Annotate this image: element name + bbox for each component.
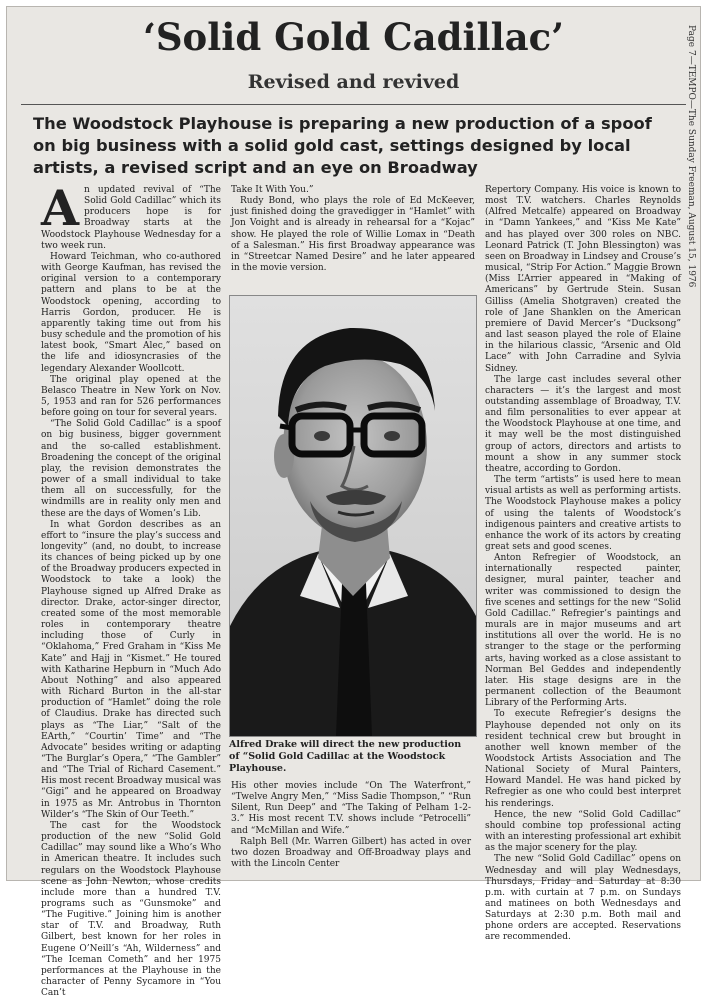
article-column-2-top xyxy=(231,185,475,295)
paragraph: Anton Refregier of Woodstock, an internationally respected painter, designer, mural painter, teacher and writer was commissioned to design the five scenes and settings for the new “Solid Gold Cadillac.” Refregier’s paintings and murals are in major museums and art institutions all over the world. He is no stranger to the stage or the performing arts, having worked as a close assistant to Norman Bel Geddes and independently later. His stage designs are in the permanent collection of the Beaumont Library of the Performing Arts. xyxy=(485,553,681,709)
lead-paragraph: An updated revival of “The Solid Gold Cadillac” which its producers hope is for Broadway starts at the Woodstock Playhouse Wednesday for a two week run. xyxy=(41,179,221,251)
article-column-1 xyxy=(41,179,221,999)
paragraph: The original play opened at the Belasco Theatre in New York on Nov. 5, 1953 and ran for 526 performances before going on tour for several years. xyxy=(41,374,221,419)
article-column-2-bottom xyxy=(231,781,471,870)
paragraph: In what Gordon describes as an effort to “insure the play’s success and longevity” (and, no doubt, to increase its chances of being picked up by one of the Broadway producers expected in Woodstock to take a look) the Playhouse signed up Alfred Drake as director. Drake, actor-singer director, created some of the most memorable roles in contemporary theatre including those of Curly in “Oklahoma,” Fred Graham in “Kiss Me Kate” and Hajj in “Kismet.” He toured with Katharine Hepburn in “Much Ado About Nothing” and also appeared with Richard Burton in the all-star production of “Hamlet” doing the role of Claudius. Drake has directed such plays as “The Liar,” “Salt of the EArth,” “Courtin’ Time” and “The Advocate” besides writing or adapting “The Burglar’s Opera,” “The Gambler” and “The Trial of Richard Casement.” His most recent Broadway musical was “Gigi” and he appeared on Broadway in 1975 as Mr. Antrobus in Thornton Wilder’s “The Skin of Our Teeth.” xyxy=(41,519,221,820)
page-label: Page 7—TEMPO—The Sunday Freeman, August 15, 1976 xyxy=(686,25,696,288)
article-column-3 xyxy=(485,185,681,944)
paragraph: His other movies include “On The Waterfront,” “Twelve Angry Men,” “Miss Sadie Thompson,” “Run Silent, Run Deep” and “The Taking of Pelham 1-2-3.” His most recent T.V. shows include “Petrocelli” and “McMillan and Wife.” xyxy=(231,781,471,836)
paragraph: Rudy Bond, who plays the role of Ed McKeever, just finished doing the gravedigger in “Hamlet” with Jon Voight and is already in rehearsal for a “Kojac” show. He played the role of Willie Lomax in “Death of a Salesman.” His first Broadway appearance was in “Streetcar Named Desire” and he later appeared in the movie version. xyxy=(231,196,475,274)
paragraph: The term “artists” is used here to mean visual artists as well as performing artists. The Woodstock Playhouse makes a policy of using the talents of Woodstock’s indigenous painters and creative artists to enhance the work of its actors by creating great sets and good scenes. xyxy=(485,475,681,552)
headline: ‘Solid Gold Cadillac’ xyxy=(142,15,565,59)
paragraph: Ralph Bell (Mr. Warren Gilbert) has acted in over two dozen Broadway and Off-Broadway plays and with the Lincoln Center xyxy=(231,836,471,870)
paragraph: Take It With You.” xyxy=(231,185,314,195)
paragraph: “The Solid Gold Cadillac” is a spoof on big business, bigger government and the so-called establishment. Broadening the concept of the original play, the revision demonstrates the power of a small individual to take them all on successfully, for the windmills are in reality only men and these are the days of Women’s Lib. xyxy=(41,419,221,519)
portrait-photo xyxy=(229,295,477,737)
paragraph: The new “Solid Gold Cadillac” opens on Wednesday and will play Wednesdays, Thursdays, Friday and Saturday at 8:30 p.m. with curtain at 7 p.m. on Sundays and matinees on both Wednesdays and Saturdays at 2:30 p.m. Both mail and phone orders are accepted. Reservations are recommended. xyxy=(485,854,681,943)
paragraph: The cast for the Woodstock production of the new “Solid Gold Cadillac” may sound like a Who’s Who in American theatre. It includes such regulars on the Woodstock Playhouse scene as John Newton, whose credits include more than a hundred T.V. programs such as “Gunsmoke” and “The Fugitive.” Joining him is another star of T.V. and Broadway, Ruth Gilbert, best known for her roles in Eugene O’Neill’s “Ah, Wilderness” and “The Iceman Cometh” and her 1975 performances at the Playhouse in the character of Penny Sycamore in “You Can’t xyxy=(41,820,221,999)
paragraph: Howard Teichman, who co-authored with George Kaufman, has revised the original version to a contemporary pattern and plans to be at the Woodstock opening, according to Harris Gordon, producer. He is apparently taking time out from his busy schedule and the promotion of his latest book, “Smart Alec,” based on the life and idiosyncrasies of the legendary Alexander Woollcott. xyxy=(41,251,221,374)
drop-cap: A xyxy=(41,179,80,237)
deck: The Woodstock Playhouse is preparing a new production of a spoof on big business with a solid gold cast, settings designed by local artists, a revised script and an eye on Broadway xyxy=(33,114,652,177)
paragraph: The large cast includes several other characters — it’s the largest and most outstanding assemblage of Broadway, T.V. and film personalities to ever appear at the Woodstock Playhouse at one time, and it may well be the most distinguished group of actors, directors and artists to mount a show in any summer stock theatre, according to Gordon. xyxy=(485,374,681,474)
paragraph: Repertory Company. His voice is known to most T.V. watchers. Charles Reynolds (Alfred Metcalfe) appeared on Broadway in “Damn Yankees,” and “Kiss Me Kate” and has played over 300 roles on NBC. Leonard Patrick (T. John Blessington) was seen on Broadway in Lindsey and Crouse’s musical, “Strip For Action.” Maggie Brown (Miss L’Arrier appeared in “Making of Americans” by Gertrude Stein. Susan Gilliss (Amelia Shotgraven) created the role of Jane Shanklen on the American premiere of David Mercer’s “Ducksong” and last season played the role of Elaine in the hilarious classic, “Arsenic and Old Lace” with John Carradine and Sylvia Sidney. xyxy=(485,185,681,374)
divider xyxy=(21,104,686,105)
subheadline: Revised and revived xyxy=(247,71,460,93)
paragraph: To execute Refregier’s designs the Playhouse depended not only on its resident technical crew but brought in another well known member of the Woodstock Artists Association and The National Society of Mural Painters, Howard Mandel. He was hand picked by Refregier as one who could best interpret his renderings. xyxy=(485,709,681,809)
paragraph: Hence, the new “Solid Gold Cadillac” should combine top professional acting with an interesting professional art exhibit as the major scenery for the play. xyxy=(485,809,681,854)
newspaper-page xyxy=(6,6,701,999)
photo-caption: Alfred Drake will direct the new production of “Solid Gold Cadillac at the Woodstock Playhouse. xyxy=(229,739,462,774)
portrait-image xyxy=(230,296,476,736)
